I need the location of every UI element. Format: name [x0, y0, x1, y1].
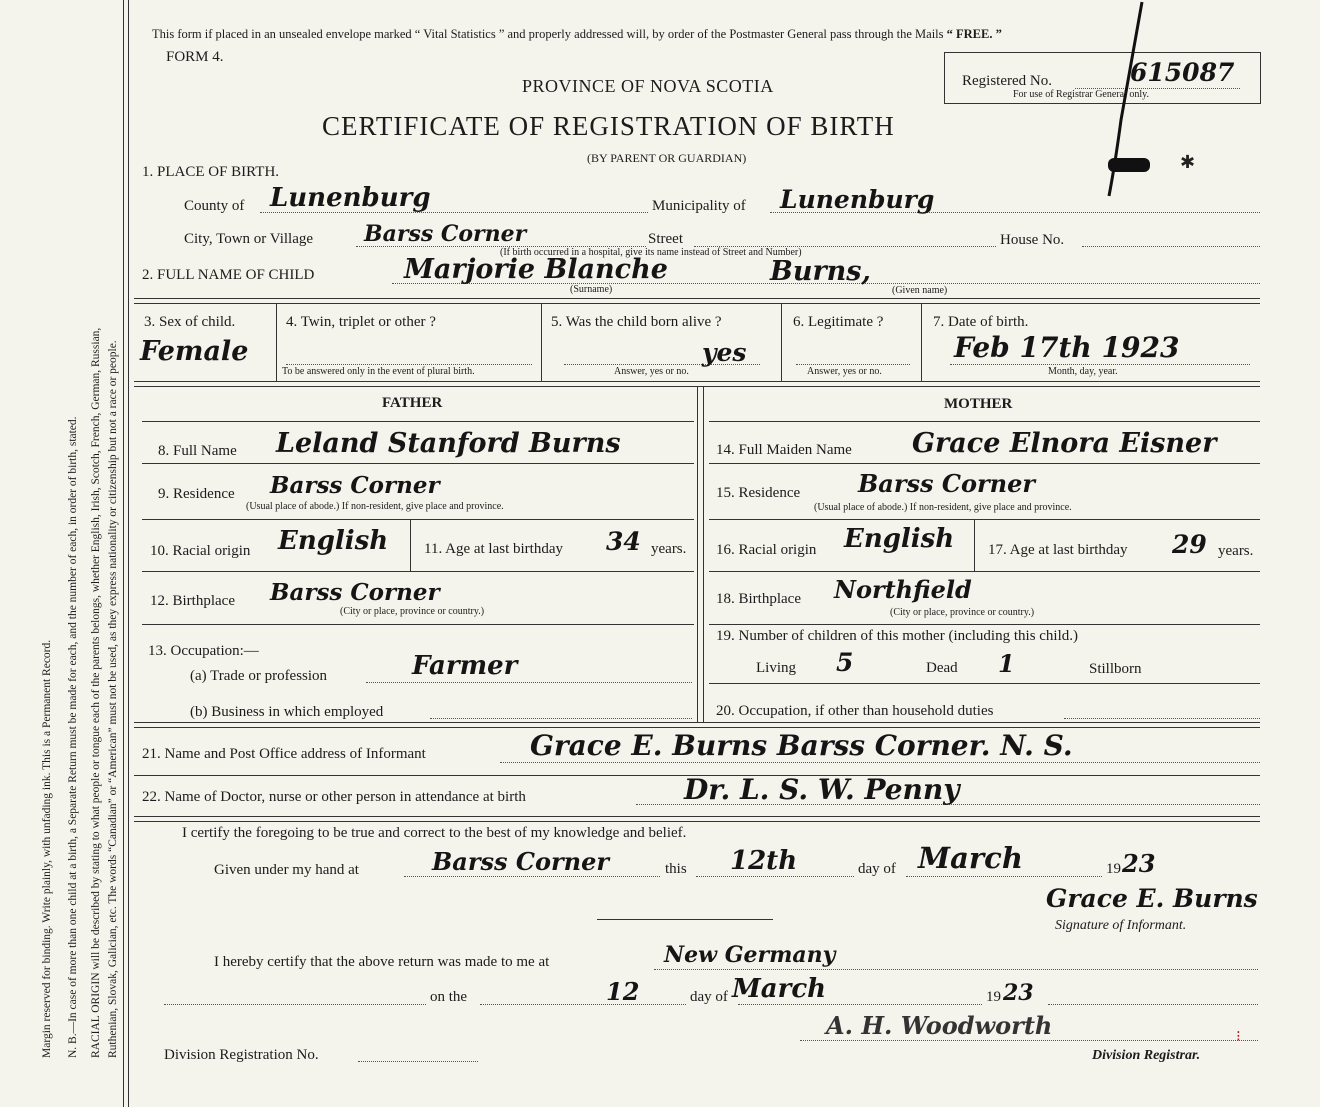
division-registration-label: Division Registration No.: [164, 1047, 319, 1063]
children-dead-label: Dead: [926, 660, 958, 676]
mother-birthplace-value: Northfield: [834, 575, 972, 604]
registrar-month: March: [732, 974, 827, 1004]
certified-day: 12th: [730, 846, 798, 876]
surname-caption: (Surname): [570, 284, 613, 295]
registered-number: 615087: [1130, 58, 1235, 87]
informant-label: 21. Name and Post Office address of Informant: [142, 746, 426, 762]
registrar-certification: I hereby certify that the above return was made to me at: [214, 954, 550, 970]
child-name-label: 2. FULL NAME OF CHILD: [142, 267, 315, 283]
mother-heading: MOTHER: [944, 396, 1013, 412]
city-label: City, Town or Village: [184, 231, 314, 247]
binding-rule: [128, 0, 129, 1107]
father-heading: FATHER: [382, 395, 443, 411]
hospital-note: (If birth occurred in a hospital, give its name instead of Street and Number): [500, 247, 802, 258]
child-given-names: Marjorie Blanche: [404, 254, 668, 285]
day-of-label: day of: [858, 861, 896, 877]
father-residence-value: Barss Corner: [270, 472, 440, 499]
children-stillborn-label: Stillborn: [1089, 661, 1142, 677]
mother-racial-label: 16. Racial origin: [716, 542, 817, 558]
father-birthplace-label: 12. Birthplace: [150, 593, 235, 609]
registrar-year-prefix: 19: [986, 989, 1001, 1005]
father-business-label: (b) Business in which employed: [190, 704, 384, 720]
mother-name-value: Grace Elnora Eisner: [912, 428, 1217, 459]
ink-mark: ✱: [1180, 152, 1196, 172]
father-birthplace-value: Barss Corner: [270, 579, 440, 606]
father-age-label: 11. Age at last birthday: [424, 541, 563, 557]
registrar-day-of-label: day of: [690, 989, 728, 1005]
mother-residence-note: (Usual place of abode.) If non-resident, give place and province.: [814, 502, 1072, 513]
attendant-label: 22. Name of Doctor, nurse or other person in attendance at birth: [142, 789, 526, 805]
certified-year-prefix: 19: [1106, 861, 1121, 877]
province-heading: PROVINCE OF NOVA SCOTIA: [522, 76, 774, 96]
mother-age-label: 17. Age at last birthday: [988, 542, 1128, 558]
postal-notice: This form if placed in an unsealed envelope marked “ Vital Statistics ” and properly addressed will, by order of the Postmaster General pass through the Mails “ FREE. ”: [152, 27, 1002, 41]
born-alive-note: Answer, yes or no.: [614, 366, 689, 377]
father-residence-note: (Usual place of abode.) If non-resident, give place and province.: [246, 501, 504, 512]
father-residence-label: 9. Residence: [158, 486, 235, 502]
on-the-label: on the: [430, 989, 468, 1005]
mother-occupation-label: 20. Occupation, if other than household duties: [716, 703, 994, 719]
registrar-signature-caption: Division Registrar.: [1092, 1048, 1201, 1063]
mother-residence-label: 15. Residence: [716, 485, 801, 501]
city-value: Barss Corner: [364, 221, 527, 247]
county-value: Lunenburg: [270, 183, 431, 213]
birth-date-label: 7. Date of birth.: [933, 314, 1029, 330]
informant-signature: Grace E. Burns: [1046, 884, 1258, 913]
red-ink-mark: ⁝: [1236, 1029, 1241, 1045]
place-of-birth-heading: 1. PLACE OF BIRTH.: [142, 164, 280, 180]
racial-origin-note-continued: Ruthenian, Slovak, Galician, etc. The words “Canadian” or “American” must not be used, as they express nationality or citizenship but not a race or people.: [107, 340, 119, 1058]
certificate-title: CERTIFICATE OF REGISTRATION OF BIRTH: [322, 111, 895, 141]
mother-age-value: 29: [1172, 530, 1207, 559]
mother-years-label: years.: [1218, 543, 1254, 559]
mother-birthplace-label: 18. Birthplace: [716, 591, 801, 607]
father-years-label: years.: [651, 541, 687, 557]
margin-note: Margin reserved for binding. Write plainly, with unfading ink. This is a Permanent Record.: [41, 639, 53, 1058]
registrar-day: 12: [606, 977, 640, 1006]
father-trade-label: (a) Trade or profession: [190, 668, 328, 684]
registrar-year: 23: [1003, 980, 1034, 1006]
municipality-value: Lunenburg: [780, 185, 935, 214]
mother-birthplace-note: (City or place, province or country.): [890, 607, 1035, 618]
children-living-label: Living: [756, 660, 796, 676]
birth-date-value: Feb 17th 1923: [954, 331, 1180, 364]
county-label: County of: [184, 198, 245, 214]
legitimate-label: 6. Legitimate ?: [793, 314, 884, 330]
given-name-caption: (Given name): [892, 285, 948, 296]
certificate-subtitle: (BY PARENT OR GUARDIAN): [587, 151, 747, 165]
mother-residence-value: Barss Corner: [858, 469, 1035, 498]
children-dead-value: 1: [998, 649, 1015, 678]
father-age-value: 34: [606, 527, 641, 556]
this-label: this: [665, 861, 687, 877]
informant-value: Grace E. Burns Barss Corner. N. S.: [530, 729, 1073, 762]
registrar-use-note: For use of Registrar General only.: [1013, 89, 1149, 100]
child-surname: Burns,: [770, 256, 871, 287]
racial-origin-note: RACIAL ORIGIN will be described by stating to what people or tongue each of the parents belongs, whether English, Irish, Scotch, French, German, Russian,: [90, 327, 102, 1058]
informant-certification: I certify the foregoing to be true and correct to the best of my knowledge and belief.: [182, 825, 687, 841]
street-label: Street: [648, 231, 683, 247]
informant-signature-caption: Signature of Informant.: [1055, 918, 1187, 933]
father-racial-label: 10. Racial origin: [150, 543, 251, 559]
house-number-label: House No.: [1000, 232, 1065, 248]
plural-birth-note: To be answered only in the event of plural birth.: [282, 366, 475, 377]
born-alive-value: yes: [702, 338, 747, 367]
mother-racial-value: English: [844, 524, 955, 554]
form-number: FORM 4.: [166, 49, 224, 65]
multiple-birth-note: N. B.—In case of more than one child at a birth, a Separate Return must be made for each, and the number of each, in order of birth, stated.: [67, 416, 79, 1058]
registrar-signature: A. H. Woodworth: [826, 1011, 1053, 1040]
father-trade-value: Farmer: [412, 651, 518, 681]
certified-year: 23: [1122, 849, 1156, 878]
father-name-label: 8. Full Name: [158, 443, 237, 459]
given-under-hand-label: Given under my hand at: [214, 862, 359, 878]
mother-name-label: 14. Full Maiden Name: [716, 442, 852, 458]
ink-blot: [1108, 158, 1150, 172]
father-occupation-label: 13. Occupation:—: [148, 643, 259, 659]
born-alive-label: 5. Was the child born alive ?: [551, 314, 722, 330]
attendant-value: Dr. L. S. W. Penny: [684, 773, 960, 806]
certified-place: Barss Corner: [432, 847, 609, 876]
sex-value: Female: [140, 336, 249, 367]
father-racial-value: English: [278, 526, 389, 556]
registrar-place: New Germany: [664, 942, 836, 968]
legitimate-note: Answer, yes or no.: [807, 366, 882, 377]
children-living-value: 5: [836, 648, 854, 677]
certified-month: March: [918, 841, 1023, 875]
plural-birth-label: 4. Twin, triplet or other ?: [286, 314, 436, 330]
municipality-label: Municipality of: [652, 198, 746, 214]
mother-children-label: 19. Number of children of this mother (including this child.): [716, 628, 1079, 644]
father-birthplace-note: (City or place, province or country.): [340, 606, 485, 617]
sex-label: 3. Sex of child.: [144, 314, 236, 330]
registered-number-label: Registered No.: [962, 73, 1052, 89]
binding-rule: [123, 0, 124, 1107]
birth-date-note: Month, day, year.: [1048, 366, 1118, 377]
father-name-value: Leland Stanford Burns: [276, 428, 621, 459]
